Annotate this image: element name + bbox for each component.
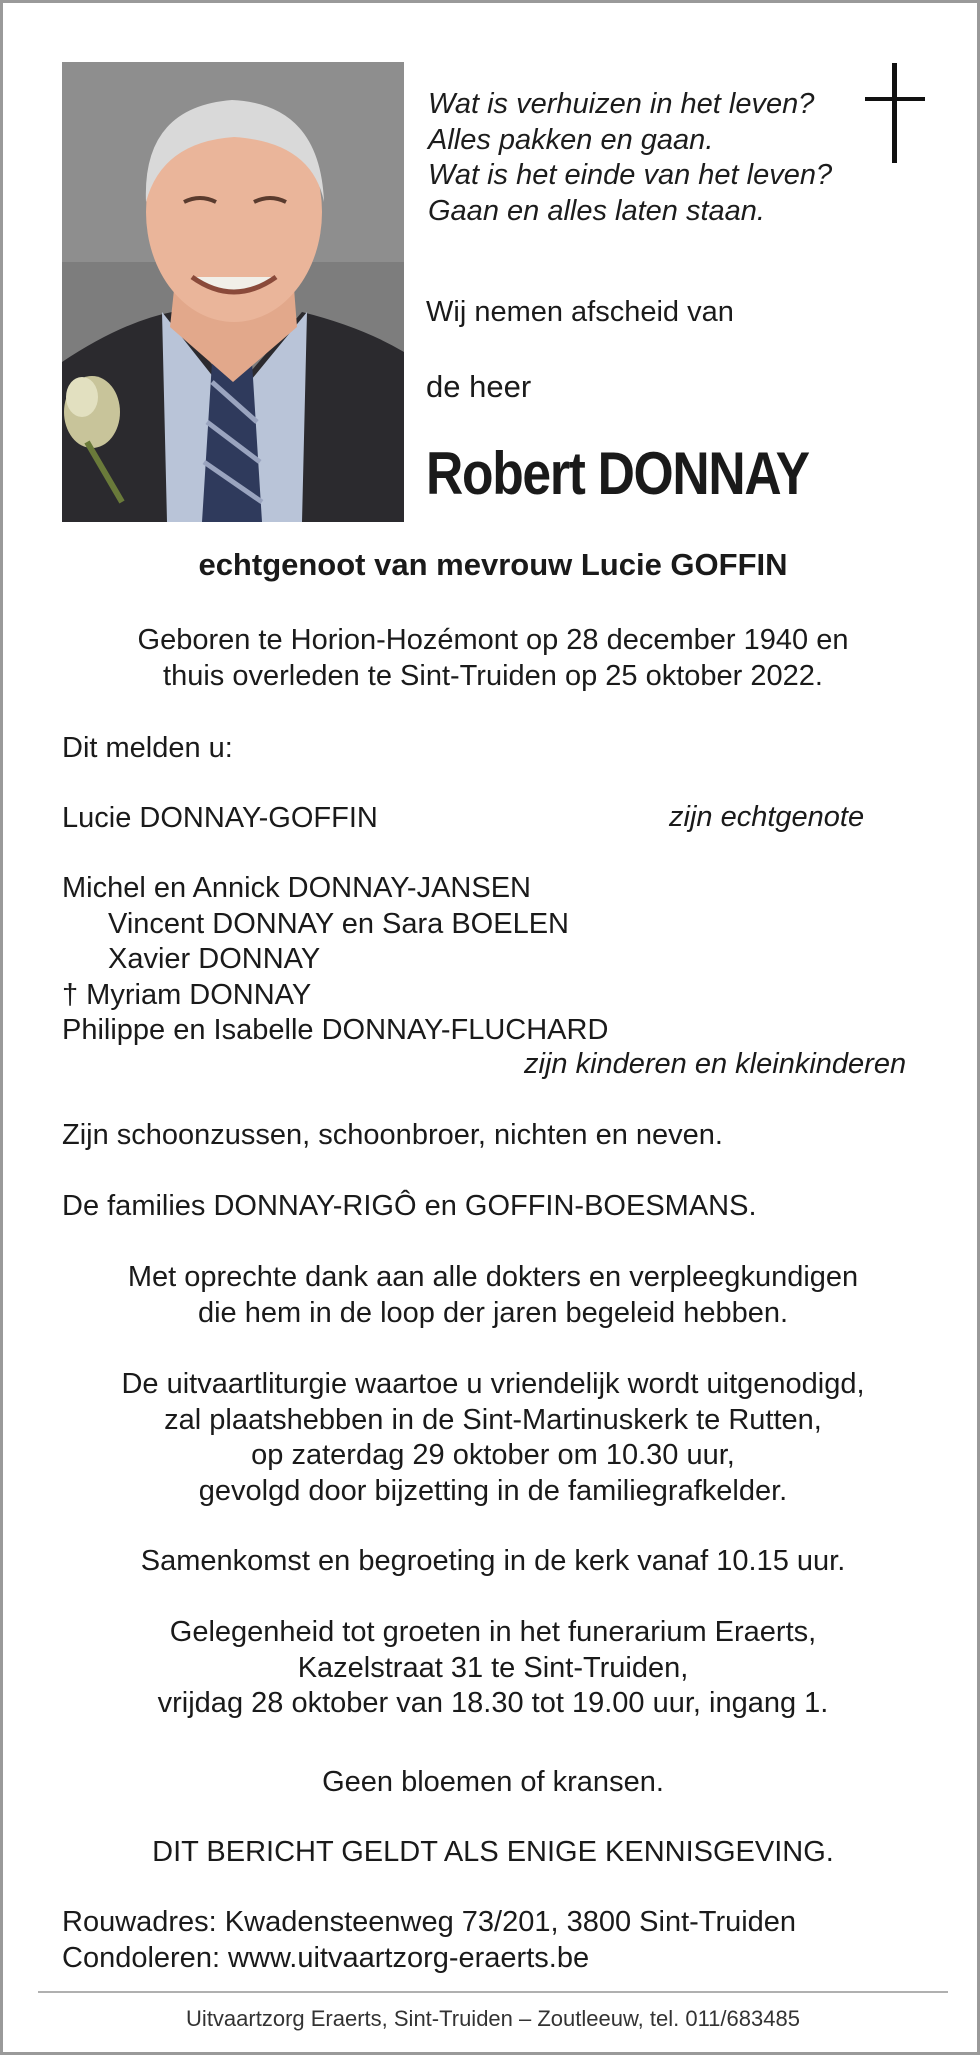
wife-name: Lucie DONNAY-GOFFIN bbox=[62, 802, 378, 834]
thanks-line: die hem in de loop der jaren begeleid hebben. bbox=[197, 1296, 789, 1329]
funeral-home-footer: Uitvaartzorg Eraerts, Sint-Truiden – Zoutleeuw, tel. 011/683485 bbox=[186, 2006, 800, 2031]
list-item: Michel en Annick DONNAY-JANSEN bbox=[62, 872, 531, 904]
thanks-text bbox=[3, 1260, 980, 1331]
portrait-photo bbox=[62, 62, 404, 522]
farewell-intro: Wij nemen afscheid van bbox=[426, 296, 734, 328]
visit-info bbox=[3, 1615, 980, 1722]
families-text: De families DONNAY-RIGÔ en GOFFIN-BOESMANS. bbox=[62, 1190, 757, 1222]
funeral-line: op zaterdag 29 oktober om 10.30 uur, bbox=[251, 1439, 735, 1471]
list-item: Vincent DONNAY en Sara BOELEN bbox=[108, 907, 569, 940]
list-item: † Myriam DONNAY bbox=[62, 978, 312, 1011]
birth-line: Geboren te Horion-Hozémont op 28 december 1940 en bbox=[137, 624, 849, 656]
footer-divider bbox=[38, 1991, 948, 1993]
children-list bbox=[62, 871, 608, 1049]
poem-line: Wat is verhuizen in het leven? bbox=[428, 88, 815, 120]
wife-role: zijn echtgenote bbox=[669, 801, 865, 833]
mourning-address: Rouwadres: Kwadensteenweg 73/201, 3800 Sint-Truiden bbox=[62, 1906, 797, 1938]
condolences-link[interactable]: Condoleren: www.uitvaartzorg-eraerts.be bbox=[62, 1942, 590, 1974]
list-item: Philippe en Isabelle DONNAY-FLUCHARD bbox=[62, 1014, 609, 1046]
no-flowers-text: Geen bloemen of kransen. bbox=[322, 1766, 664, 1798]
birth-death-info bbox=[3, 623, 980, 694]
announce-text: Dit melden u: bbox=[62, 732, 233, 764]
poem-line: Alles pakken en gaan. bbox=[428, 123, 714, 156]
spouse-line: echtgenoot van mevrouw Lucie GOFFIN bbox=[198, 547, 788, 582]
children-role: zijn kinderen en kleinkinderen bbox=[524, 1048, 907, 1080]
visit-line: Kazelstraat 31 te Sint-Truiden, bbox=[297, 1651, 689, 1684]
gathering-text: Samenkomst en begroeting in de kerk vanaf 10.15 uur. bbox=[140, 1545, 846, 1577]
poem-line: Wat is het einde van het leven? bbox=[428, 159, 833, 191]
death-line: thuis overleden te Sint-Truiden op 25 oktober 2022. bbox=[163, 659, 823, 692]
funeral-line: De uitvaartliturgie waartoe u vriendelijk wordt uitgenodigd, bbox=[121, 1368, 865, 1400]
visit-line: Gelegenheid tot groeten in het funerarium Eraerts, bbox=[169, 1616, 817, 1648]
visit-line: vrijdag 28 oktober van 18.30 tot 19.00 uur, ingang 1. bbox=[157, 1687, 829, 1719]
poem-line: Gaan en alles laten staan. bbox=[428, 194, 765, 227]
cross-icon bbox=[865, 63, 925, 163]
notice-text: DIT BERICHT GELDT ALS ENIGE KENNISGEVING. bbox=[152, 1836, 834, 1868]
funeral-line: zal plaatshebben in de Sint-Martinuskerk te Rutten, bbox=[164, 1403, 822, 1436]
inlaws-text: Zijn schoonzussen, schoonbroer, nichten en neven. bbox=[62, 1119, 723, 1151]
poem bbox=[428, 87, 868, 229]
title-prefix: de heer bbox=[426, 369, 532, 404]
list-item: Xavier DONNAY bbox=[108, 943, 321, 975]
funeral-line: gevolgd door bijzetting in de familiegrafkelder. bbox=[198, 1474, 788, 1507]
thanks-line: Met oprechte dank aan alle dokters en verpleegkundigen bbox=[127, 1261, 859, 1293]
funeral-info bbox=[3, 1367, 980, 1509]
deceased-name: Robert DONNAY bbox=[426, 440, 809, 507]
